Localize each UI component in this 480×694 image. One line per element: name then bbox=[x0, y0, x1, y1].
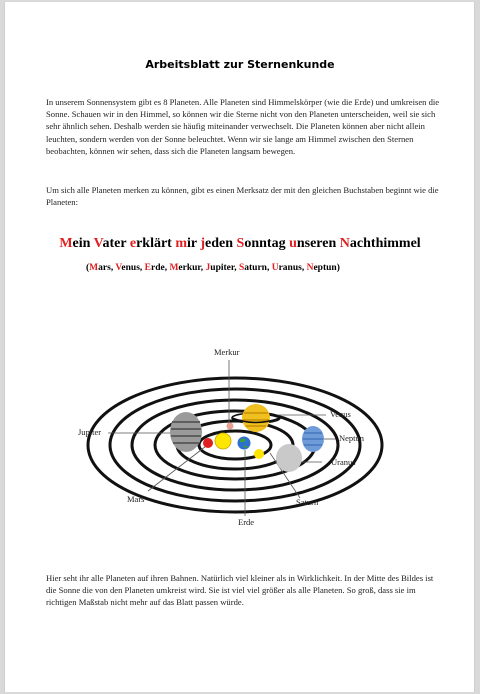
closing-paragraph: Hier seht ihr alle Planeten auf ihren Bahnen. Natürlich viel kleiner als in Wirklichkeit. In der Mitte des Bildes ist die Sonne die von den Planeten umkreist wird. Sie ist viel viel größer als alle Planeten. So groß, dass sie im richtigen Maßstab nicht mehr auf das Blatt passen würde. bbox=[46, 573, 434, 608]
label-venus: Venus bbox=[330, 409, 351, 419]
label-neptun: Neptun bbox=[339, 433, 365, 443]
mnemonic-word: erklärt bbox=[129, 236, 172, 251]
label-erde: Erde bbox=[238, 517, 255, 527]
mnemonic-word: Nachthimmel bbox=[339, 236, 421, 251]
neptune-icon bbox=[302, 426, 324, 452]
mnemonic-sentence bbox=[0, 236, 480, 252]
mnemonic-word: mir bbox=[175, 236, 197, 251]
earth-icon bbox=[238, 437, 251, 450]
label-mars: Mars bbox=[127, 494, 145, 504]
mnemonic-word: Sonntag bbox=[236, 236, 286, 251]
intro-paragraph: In unserem Sonnensystem gibt es 8 Planeten. Alle Planeten sind Himmelskörper (wie die Erde) und umkreisen die Sonne. Schauen wir in den Himmel, so können wir die Sterne nicht von den Planeten unterscheiden, weil sie sich sehr ähnlich sehen. Deshalb werden sie häufig miteinander verwechselt. Die Planeten können aber nicht allein leuchten, sondern werden von der Sonne beleuchtet. Wenn wir sie lange am Himmel zwischen den Sternen beobachten, können wir sehen, dass sich die Planeten langsam bewegen. bbox=[46, 97, 440, 156]
mercury-icon bbox=[227, 423, 234, 430]
jupiter-icon bbox=[170, 412, 202, 452]
mnemonic-word: unseren bbox=[289, 236, 337, 251]
label-jupiter: Jupiter bbox=[78, 427, 102, 437]
sun-icon bbox=[215, 433, 231, 449]
uranus-icon bbox=[276, 444, 302, 472]
mars-icon bbox=[203, 438, 213, 448]
mnemonic-intro-paragraph: Um sich alle Planeten merken zu können, gibt es einen Merksatz der mit den gleichen Buchstaben beginnt wie die Planeten: bbox=[46, 185, 439, 208]
venus-icon bbox=[254, 449, 264, 459]
label-saturn: Saturn bbox=[296, 497, 319, 507]
label-merkur: Merkur bbox=[214, 347, 240, 357]
page-title: Arbeitsblatt zur Sternenkunde bbox=[145, 58, 335, 71]
planet-name-list: (Mars, Venus, Erde, Merkur, Jupiter, Saturn, Uranus, Neptun) bbox=[86, 263, 340, 273]
mnemonic-word: jeden bbox=[200, 236, 234, 251]
mnemonic-word: Vater bbox=[93, 236, 127, 251]
mnemonic-word: Mein bbox=[59, 236, 91, 251]
label-uranus: Uranus bbox=[331, 457, 356, 467]
